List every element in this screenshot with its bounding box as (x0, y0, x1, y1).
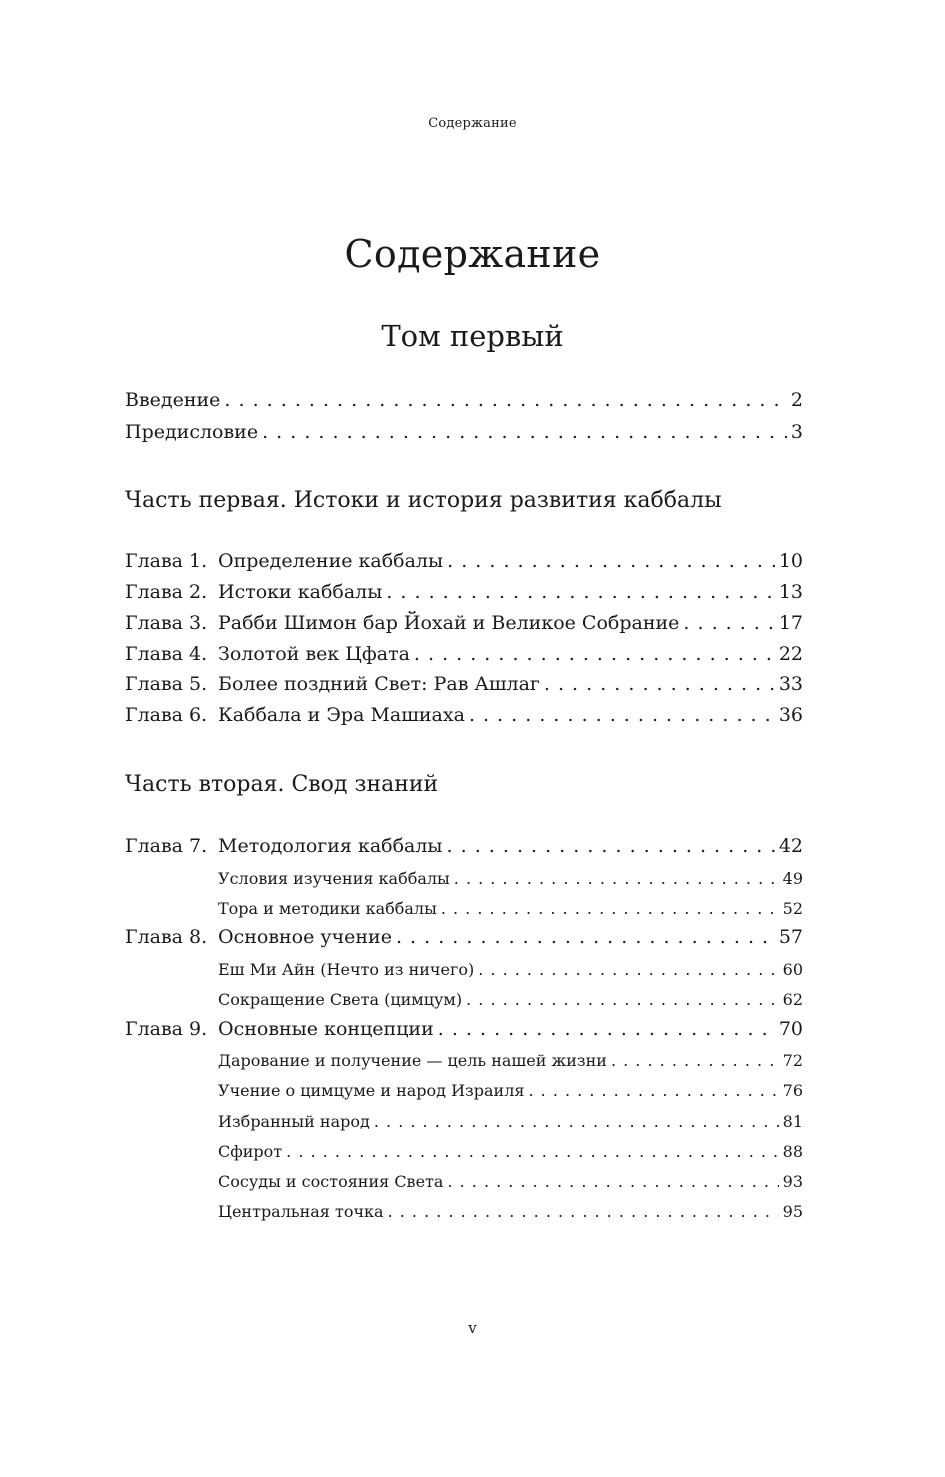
chapter-number: Глава 6. (125, 704, 208, 726)
dot-leader (374, 1110, 779, 1134)
toc-entry-introduction[interactable] (125, 388, 803, 412)
page-number: 13 (778, 581, 803, 603)
chapter-number: Глава 4. (125, 643, 208, 665)
page-number: 60 (782, 960, 803, 979)
toc-entry-preface[interactable] (125, 420, 803, 444)
page-number: 22 (778, 643, 803, 665)
dot-leader (441, 897, 779, 921)
part-one-title: Часть первая. Истоки и история развития каббалы (125, 488, 722, 513)
page-title: Содержание (344, 232, 601, 276)
toc-subentry[interactable] (218, 1049, 803, 1073)
toc-entry-title: Введение (125, 389, 221, 411)
toc-entry-title: Сфирот (218, 1142, 283, 1161)
toc-entry-title: Еш Ми Айн (Нечто из ничего) (218, 960, 475, 979)
dot-leader (544, 672, 775, 696)
toc-entry-title: Условия изучения каббалы (218, 869, 450, 888)
running-head: Содержание (428, 116, 517, 131)
toc-subentry[interactable] (218, 1140, 803, 1164)
page-number: 57 (778, 926, 803, 948)
toc-entry-title: Истоки каббалы (218, 581, 383, 603)
chapter-number: Глава 8. (125, 926, 208, 948)
dot-leader (262, 420, 787, 444)
dot-leader (396, 925, 775, 949)
page-number: 62 (782, 990, 803, 1009)
toc-entry-title: Центральная точка (218, 1202, 384, 1221)
page-number: 95 (782, 1202, 803, 1221)
dot-leader (466, 988, 779, 1012)
toc-entry-title: Рабби Шимон бар Йохай и Великое Собрание (218, 612, 680, 634)
chapter-number: Глава 7. (125, 835, 208, 857)
page-number: 93 (782, 1172, 803, 1191)
dot-leader (224, 388, 786, 412)
toc-chapter-5[interactable] (125, 672, 803, 696)
toc-chapter-8[interactable] (125, 925, 803, 949)
toc-subentry[interactable] (218, 867, 803, 891)
page-number: 3 (790, 421, 803, 443)
toc-subentry[interactable] (218, 1200, 803, 1224)
dot-leader (388, 1200, 779, 1224)
part-two-title: Часть вторая. Свод знаний (125, 772, 439, 797)
page-number: 2 (790, 389, 803, 411)
chapter-number: Глава 2. (125, 581, 208, 603)
toc-entry-title: Тора и методики каббалы (218, 899, 437, 918)
page-number: 17 (778, 612, 803, 634)
toc-entry-title: Сокращение Света (цимцум) (218, 990, 463, 1009)
chapter-number: Глава 5. (125, 673, 208, 695)
dot-leader (286, 1140, 778, 1164)
dot-leader (438, 1017, 775, 1041)
page-number: 42 (778, 835, 803, 857)
toc-entry-title: Золотой век Цфата (218, 643, 410, 665)
dot-leader (454, 867, 779, 891)
toc-chapter-7[interactable] (125, 834, 803, 858)
page-number: 70 (778, 1018, 803, 1040)
toc-subentry[interactable] (218, 1079, 803, 1103)
dot-leader (386, 580, 774, 604)
page-number: 76 (782, 1081, 803, 1100)
volume-title: Том первый (381, 319, 564, 353)
toc-entry-title: Более поздний Свет: Рав Ашлаг (218, 673, 540, 695)
page-number: 33 (778, 673, 803, 695)
toc-chapter-3[interactable] (125, 611, 803, 635)
dot-leader (478, 958, 778, 982)
dot-leader (447, 1170, 778, 1194)
chapter-number: Глава 9. (125, 1018, 208, 1040)
toc-chapter-4[interactable] (125, 642, 803, 666)
toc-entry-title: Основные концепции (218, 1018, 434, 1040)
dot-leader (447, 549, 775, 573)
dot-leader (447, 834, 775, 858)
toc-entry-title: Избранный народ (218, 1112, 370, 1131)
page-number: 10 (778, 550, 803, 572)
toc-entry-title: Каббала и Эра Машиаха (218, 704, 465, 726)
toc-subentry[interactable] (218, 1110, 803, 1134)
toc-entry-title: Сосуды и состояния Света (218, 1172, 444, 1191)
dot-leader (683, 611, 774, 635)
toc-entry-title: Основное учение (218, 926, 392, 948)
toc-chapter-6[interactable] (125, 703, 803, 727)
page-number: 49 (782, 869, 803, 888)
toc-subentry[interactable] (218, 988, 803, 1012)
page-number: 88 (782, 1142, 803, 1161)
dot-leader (528, 1079, 778, 1103)
dot-leader (414, 642, 775, 666)
toc-chapter-2[interactable] (125, 580, 803, 604)
toc-subentry[interactable] (218, 958, 803, 982)
toc-entry-title: Предисловие (125, 421, 259, 443)
chapter-number: Глава 3. (125, 612, 208, 634)
page-number: 72 (782, 1051, 803, 1070)
toc-chapter-1[interactable] (125, 549, 803, 573)
toc-entry-title: Определение каббалы (218, 550, 444, 572)
toc-subentry[interactable] (218, 897, 803, 921)
toc-entry-title: Методология каббалы (218, 835, 443, 857)
chapter-number: Глава 1. (125, 550, 208, 572)
toc-entry-title: Дарование и получение — цель нашей жизни (218, 1051, 607, 1070)
dot-leader (469, 703, 775, 727)
page-number: 81 (782, 1112, 803, 1131)
page-number: 52 (782, 899, 803, 918)
page-folio: v (468, 1319, 477, 1337)
dot-leader (611, 1049, 779, 1073)
page-number: 36 (778, 704, 803, 726)
toc-subentry[interactable] (218, 1170, 803, 1194)
toc-chapter-9[interactable] (125, 1017, 803, 1041)
toc-entry-title: Учение о цимцуме и народ Израиля (218, 1081, 525, 1100)
